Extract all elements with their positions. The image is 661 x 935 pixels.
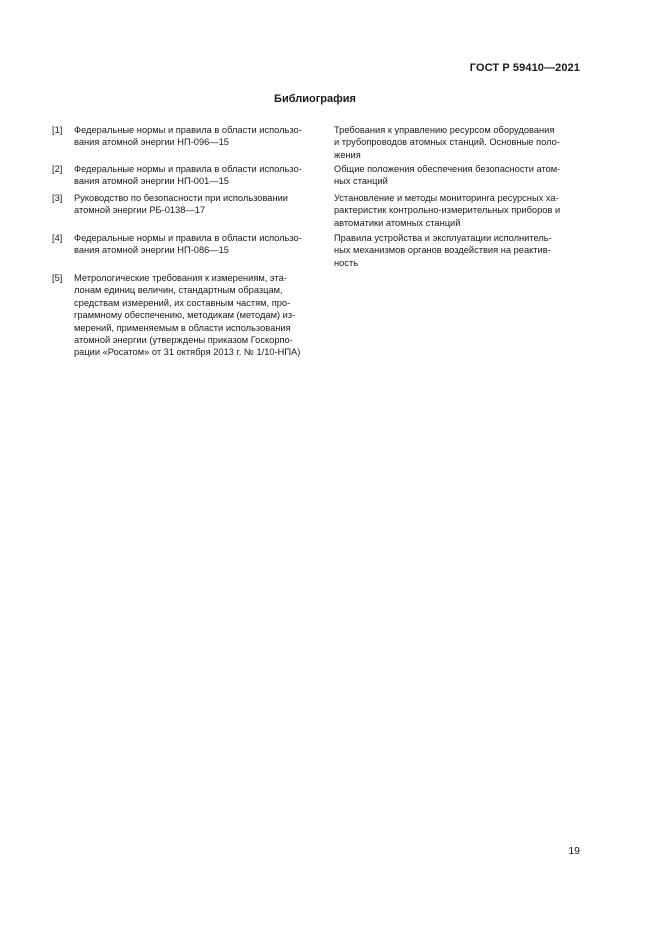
entry-number: [1] [52,125,63,135]
source-line: вания атомной энергии НП-086—15 [74,245,229,256]
source-line: Федеральные нормы и правила в области использо- [74,125,302,135]
source-line: лонам единиц величин, стандартным образцам, [74,285,283,296]
entry-number: [5] [52,273,63,283]
description-line: жения [334,149,361,160]
source-line: вания атомной энергии НП-001—15 [74,176,229,187]
source-line: атомной энергии (утверждены приказом Госкорпо- [74,335,293,346]
description-line: ность [334,257,359,268]
source-line: Федеральные нормы и правила в области использо- [74,233,302,243]
description-line: рактеристик контрольно-измерительных приборов и [334,205,561,216]
document-code: ГОСТ Р 59410—2021 [469,62,580,74]
entry-source [74,124,317,149]
source-line: атомной энергии РБ-0138—17 [74,205,206,216]
source-line: средствам измерений, их составным частям, про- [74,297,291,308]
entry-number: [3] [52,193,63,203]
entry-number: [4] [52,233,63,243]
entry-source [74,192,317,217]
description-line: и трубопроводов атомных станций. Основные поло- [334,137,560,148]
entry-description [334,124,582,161]
entry-source [74,163,317,188]
entry-source [74,272,317,359]
description-line: Общие положения обеспечения безопасности атом- [334,164,561,174]
description-line: Правила устройства и эксплуатации исполнитель- [334,233,552,243]
entry-number: [2] [52,164,63,174]
entry-source [74,232,317,257]
source-line: вания атомной энергии НП-096—15 [74,137,229,148]
description-line: ных станций [334,176,388,187]
description-line: Установление и методы мониторинга ресурсных ха- [334,193,559,203]
source-line: мерений, применяемым в области использования [74,322,291,333]
source-line: Федеральные нормы и правила в области использо- [74,164,302,174]
source-line: Метрологические требования к измерениям, эта- [74,273,287,283]
entry-description [334,232,582,269]
source-line: рации «Росатом» от 31 октября 2013 г. № 1/10-НПА) [74,347,301,358]
source-line: граммному обеспечению, методикам (методам) из- [74,310,296,321]
description-line: автоматики атомных станций [334,217,461,228]
entry-description [334,163,582,188]
page-number: 19 [568,845,580,857]
entry-description [334,192,582,229]
source-line: Руководство по безопасности при использовании [74,193,289,203]
description-line: ных механизмов органов воздействия на реактив- [334,245,551,256]
page-title: Библиография [274,93,356,105]
description-line: Требования к управлению ресурсом оборудования [334,125,555,135]
